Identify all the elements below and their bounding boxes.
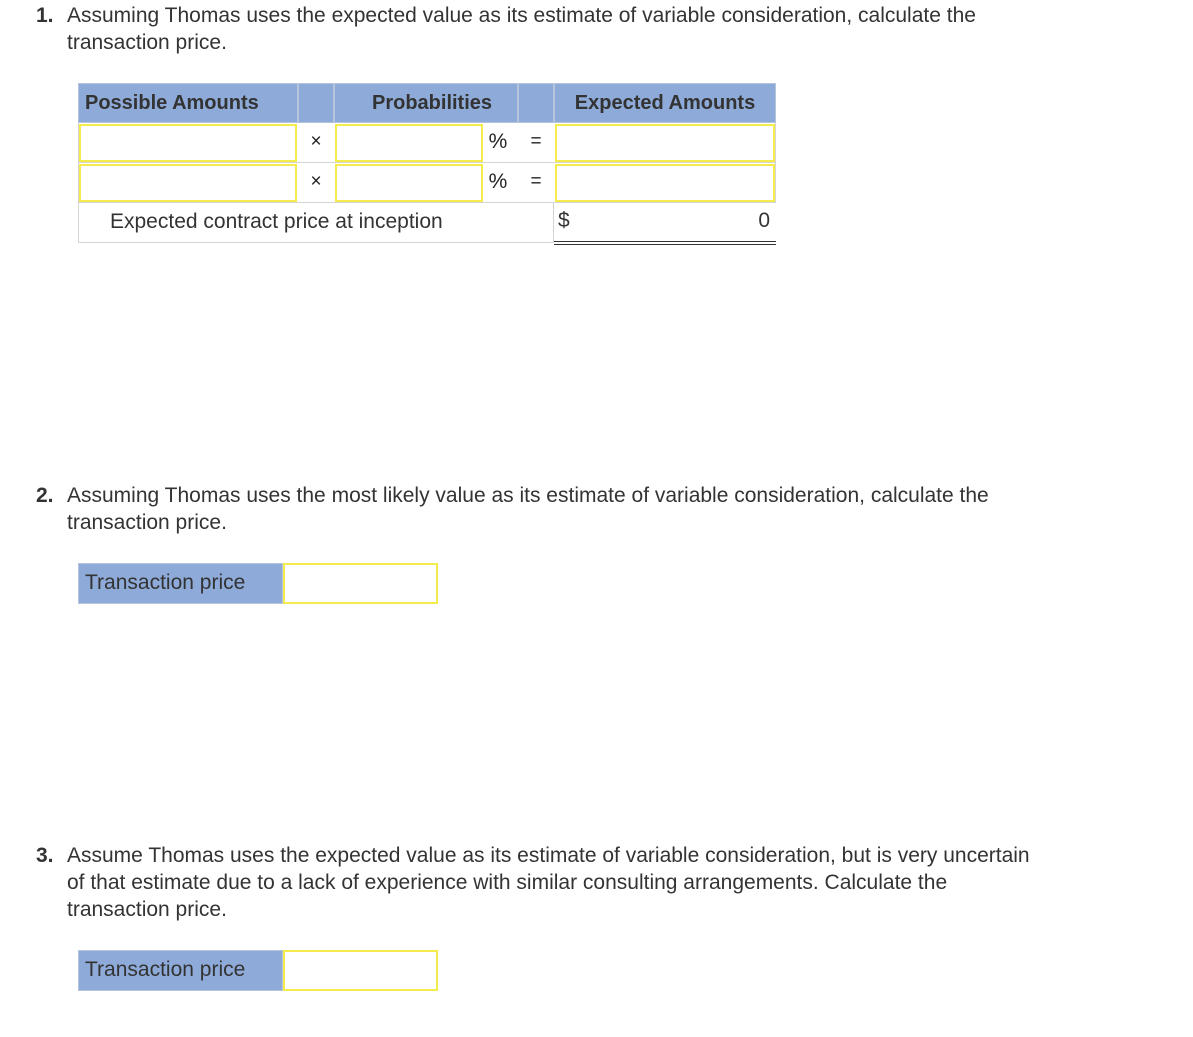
equals-sign: = xyxy=(530,171,542,192)
possible-amount-input-1[interactable] xyxy=(79,124,297,162)
times-sign: × xyxy=(310,131,322,152)
times-sign: × xyxy=(310,171,322,192)
question-2-line-2: transaction price. xyxy=(67,511,227,534)
question-1-line-1: Assuming Thomas uses the expected value as its estimate of variable consideration, calculate the xyxy=(67,4,976,27)
question-1-text xyxy=(67,2,1136,56)
header-probabilities: Probabilities xyxy=(334,83,518,123)
header-expected-amounts: Expected Amounts xyxy=(554,83,776,123)
total-value: 0 xyxy=(758,209,770,232)
question-3-line-2: of that estimate due to a lack of experience with similar consulting arrangements. Calculate the xyxy=(67,871,948,894)
expected-value-table xyxy=(78,83,776,245)
transaction-price-label-3: Transaction price xyxy=(78,950,283,991)
percent-sign: % xyxy=(488,170,508,193)
total-label: Expected contract price at inception xyxy=(110,210,443,233)
header-possible-amounts: Possible Amounts xyxy=(78,83,298,123)
probability-input-2[interactable] xyxy=(335,164,483,202)
header-equals-spacer xyxy=(518,83,554,123)
equals-sign: = xyxy=(530,131,542,152)
question-3-text xyxy=(67,842,1136,923)
question-3-line-1: Assume Thomas uses the expected value as its estimate of variable consideration, but is very uncertain xyxy=(67,844,1030,867)
transaction-price-input-3[interactable] xyxy=(283,950,438,991)
possible-amount-input-2[interactable] xyxy=(79,164,297,202)
question-3-number: 3. xyxy=(36,844,54,867)
header-times-spacer xyxy=(298,83,334,123)
total-value-cell xyxy=(554,203,776,245)
question-2-line-1: Assuming Thomas uses the most likely value as its estimate of variable consideration, calculate the xyxy=(67,484,989,507)
currency-symbol: $ xyxy=(558,209,570,232)
question-2-text xyxy=(67,482,1136,536)
transaction-price-label-2: Transaction price xyxy=(78,563,283,604)
percent-sign: % xyxy=(488,130,508,153)
probability-input-1[interactable] xyxy=(335,124,483,162)
transaction-price-input-2[interactable] xyxy=(283,563,438,604)
expected-amount-input-2[interactable] xyxy=(555,164,775,202)
expected-amount-input-1[interactable] xyxy=(555,124,775,162)
question-1-line-2: transaction price. xyxy=(67,31,227,54)
question-3-line-3: transaction price. xyxy=(67,898,227,921)
question-1-number: 1. xyxy=(36,4,54,27)
question-2-number: 2. xyxy=(36,484,54,507)
